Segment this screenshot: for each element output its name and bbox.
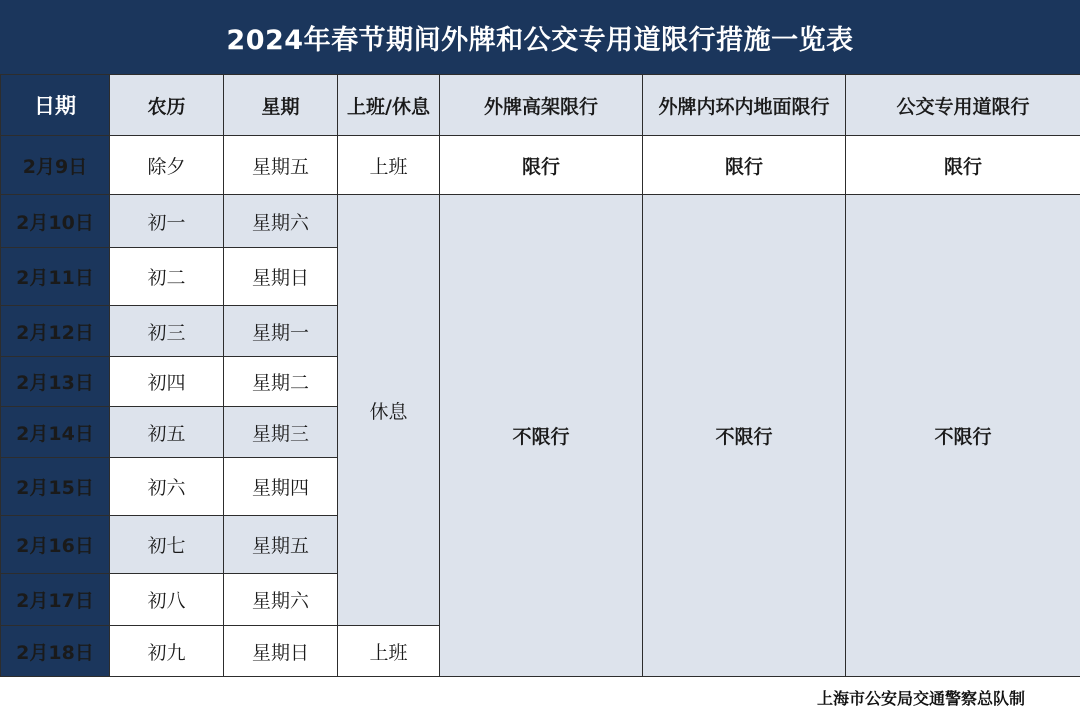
- date-cell: 2月14日: [1, 407, 110, 458]
- date-cell: 2月12日: [1, 306, 110, 357]
- weekday-cell: 星期六: [224, 195, 338, 248]
- lunar-cell: 初九: [110, 626, 224, 677]
- weekday-cell: 星期一: [224, 306, 338, 357]
- header-elevated: 外牌高架限行: [440, 75, 643, 136]
- lunar-cell: 初四: [110, 357, 224, 407]
- lunar-cell: 初五: [110, 407, 224, 458]
- date-cell: 2月15日: [1, 458, 110, 516]
- date-cell: 2月13日: [1, 357, 110, 407]
- date-cell: 2月10日: [1, 195, 110, 248]
- header-lunar: 农历: [110, 75, 224, 136]
- date-cell: 2月16日: [1, 516, 110, 574]
- elevated-unrestricted: 不限行: [440, 195, 643, 677]
- bus-lane-restricted: 限行: [846, 136, 1080, 195]
- header-work-status: 上班/休息: [338, 75, 440, 136]
- weekday-cell: 星期三: [224, 407, 338, 458]
- header-bus-lane: 公交专用道限行: [846, 75, 1080, 136]
- restriction-table: [0, 74, 1080, 677]
- bus-lane-unrestricted: 不限行: [846, 195, 1080, 677]
- issuer-credit: 上海市公安局交通警察总队制: [816, 689, 1025, 708]
- weekday-cell: 星期五: [224, 516, 338, 574]
- date-cell: 2月18日: [1, 626, 110, 677]
- lunar-cell: 初七: [110, 516, 224, 574]
- weekday-cell: 星期六: [224, 574, 338, 626]
- elevated-restricted: 限行: [440, 136, 643, 195]
- weekday-cell: 星期四: [224, 458, 338, 516]
- lunar-cell: 初三: [110, 306, 224, 357]
- header-weekday: 星期: [224, 75, 338, 136]
- header-inner-ring-ground: 外牌内环内地面限行: [643, 75, 846, 136]
- table-row: [1, 195, 1080, 248]
- weekday-cell: 星期日: [224, 626, 338, 677]
- table-row: [1, 136, 1080, 195]
- date-cell: 2月11日: [1, 248, 110, 306]
- inner-ring-unrestricted: 不限行: [643, 195, 846, 677]
- weekday-cell: 星期二: [224, 357, 338, 407]
- work-status-cell: 上班: [338, 136, 440, 195]
- inner-ring-restricted: 限行: [643, 136, 846, 195]
- lunar-cell: 初六: [110, 458, 224, 516]
- lunar-cell: 初八: [110, 574, 224, 626]
- header-row: [1, 75, 1080, 136]
- work-status-holiday: 休息: [338, 195, 440, 626]
- lunar-cell: 初二: [110, 248, 224, 306]
- table-title: 2024年春节期间外牌和公交专用道限行措施一览表: [0, 0, 1080, 74]
- weekday-cell: 星期五: [224, 136, 338, 195]
- date-cell: 2月17日: [1, 574, 110, 626]
- work-status-cell: 上班: [338, 626, 440, 677]
- header-date: 日期: [1, 75, 110, 136]
- date-cell: 2月9日: [1, 136, 110, 195]
- weekday-cell: 星期日: [224, 248, 338, 306]
- lunar-cell: 初一: [110, 195, 224, 248]
- lunar-cell: 除夕: [110, 136, 224, 195]
